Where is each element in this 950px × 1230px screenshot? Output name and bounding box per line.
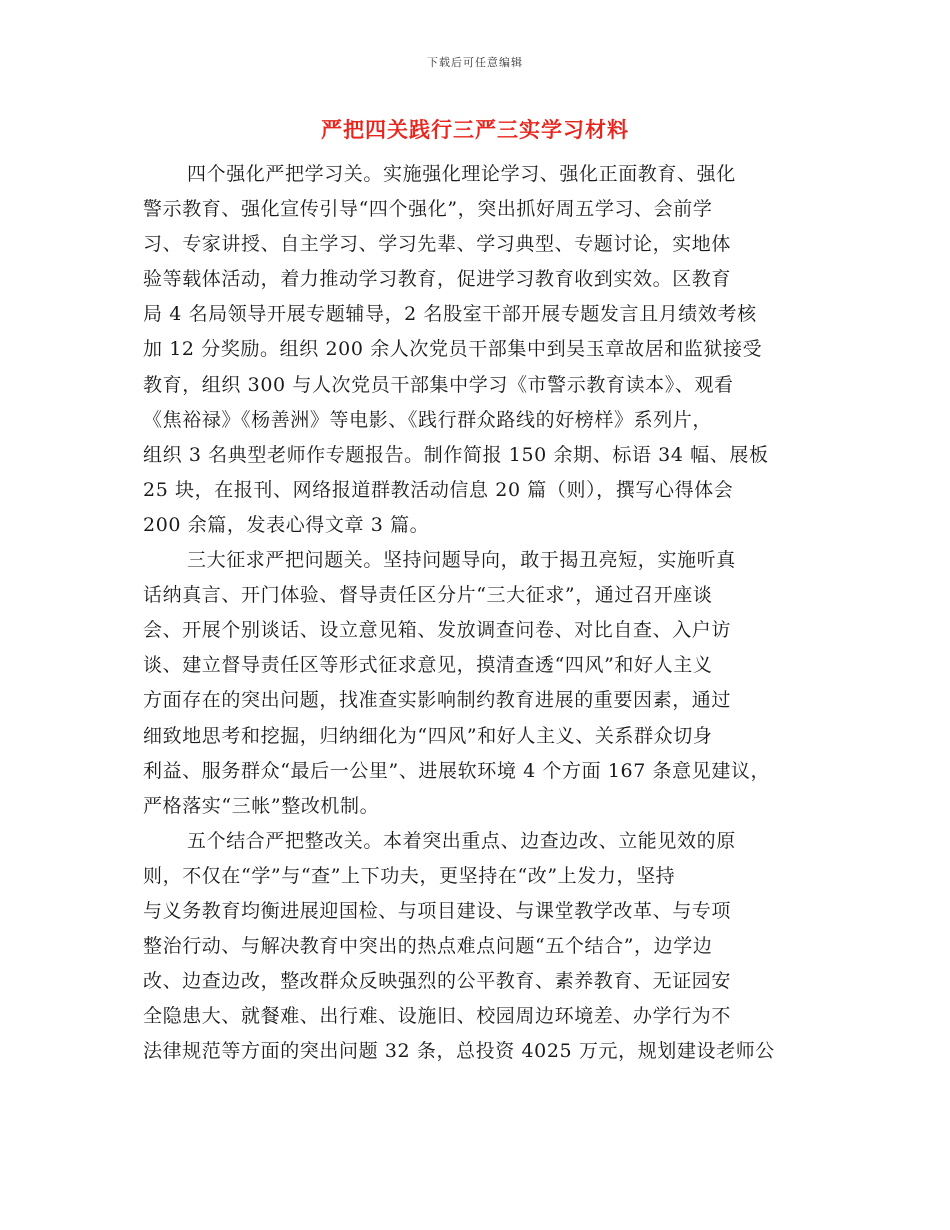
document-title: 严把四关践行三严三实学习材料 [321,117,629,142]
text-line: 则，不仅在“学”与“查”上下功夫，更坚持在“改”上发力，坚持 [143,864,676,887]
text-line: 全隐患大、就餐难、出行难、设施旧、校园周边环境差、办学行为不 [143,1005,732,1028]
text-line: 《焦裕禄》《杨善洲》等电影、《践行群众路线的好榜样》系列片， [143,408,713,431]
text-line: 四个强化严把学习关。实施强化理论学习、强化正面教育、强化 [187,163,736,185]
text-line: 方面存在的突出问题，找准查实影响制约教育进展的重要因素，通过 [143,689,732,712]
text-line: 利益、服务群众“最后一公里”、进展软环境 4 个方面 167 条意见建议， [143,759,771,782]
text-line: 加 12 分奖励。组织 200 余人次党员干部集中到吴玉章故居和监狱接受 [143,338,763,361]
text-line: 与义务教育均衡进展迎国检、与项目建设、与课堂教学改革、与专项 [143,899,732,922]
text-line: 教育，组织 300 与人次党员干部集中学习《市警示教育读本》、观看 [143,373,734,396]
paragraph-rectification [143,824,843,1070]
text-line: 五个结合严把整改关。本着突出重点、边查边改、立能见效的原 [187,829,736,852]
text-line: 验等载体活动，着力推动学习教育，促进学习教育收到实效。区教育 [143,268,732,291]
page-header-note: 下载后可任意编辑 [427,56,523,69]
text-line: 整治行动、与解决教育中突出的热点难点问题“五个结合”，边学边 [143,935,713,958]
text-line: 话纳真言、开门体验、督导责任区分片“三大征求”，通过召开座谈 [143,584,713,607]
text-line: 谈、建立督导责任区等形式征求意见，摸清查透“四风”和好人主义 [143,654,713,677]
text-line: 细致地思考和挖掘，归纳细化为“四风”和好人主义、关系群众切身 [143,724,713,747]
text-line: 200 余篇，发表心得文章 3 篇。 [143,513,430,536]
text-line: 25 块，在报刊、网络报道群教活动信息 20 篇（则），撰写心得体会 [143,478,734,501]
text-line: 三大征求严把问题关。坚持问题导向，敢于揭丑亮短，实施听真 [187,549,736,572]
text-line: 局 4 名局领导开展专题辅导，2 名股室干部开展专题发言且月绩效考核 [143,303,757,326]
text-line: 警示教育、强化宣传引导“四个强化”，突出抓好周五学习、会前学 [143,198,713,221]
paragraph-problems [143,543,843,824]
text-line: 习、专家讲授、自主学习、学习先辈、学习典型、专题讨论，实地体 [143,233,732,256]
text-line: 组织 3 名典型老师作专题报告。制作简报 150 余期、标语 34 幅、展板 [143,443,769,466]
text-line: 会、开展个别谈话、设立意见箱、发放调查问卷、对比自查、入户访 [143,619,732,642]
paragraph-study [143,157,843,543]
text-line: 严格落实“三帐”整改机制。 [143,794,380,817]
document-body [143,157,843,1069]
text-line: 改、边查边改，整改群众反映强烈的公平教育、素养教育、无证园安 [143,970,732,993]
text-line: 法律规范等方面的突出问题 32 条，总投资 4025 万元，规划建设老师公 [143,1040,775,1063]
